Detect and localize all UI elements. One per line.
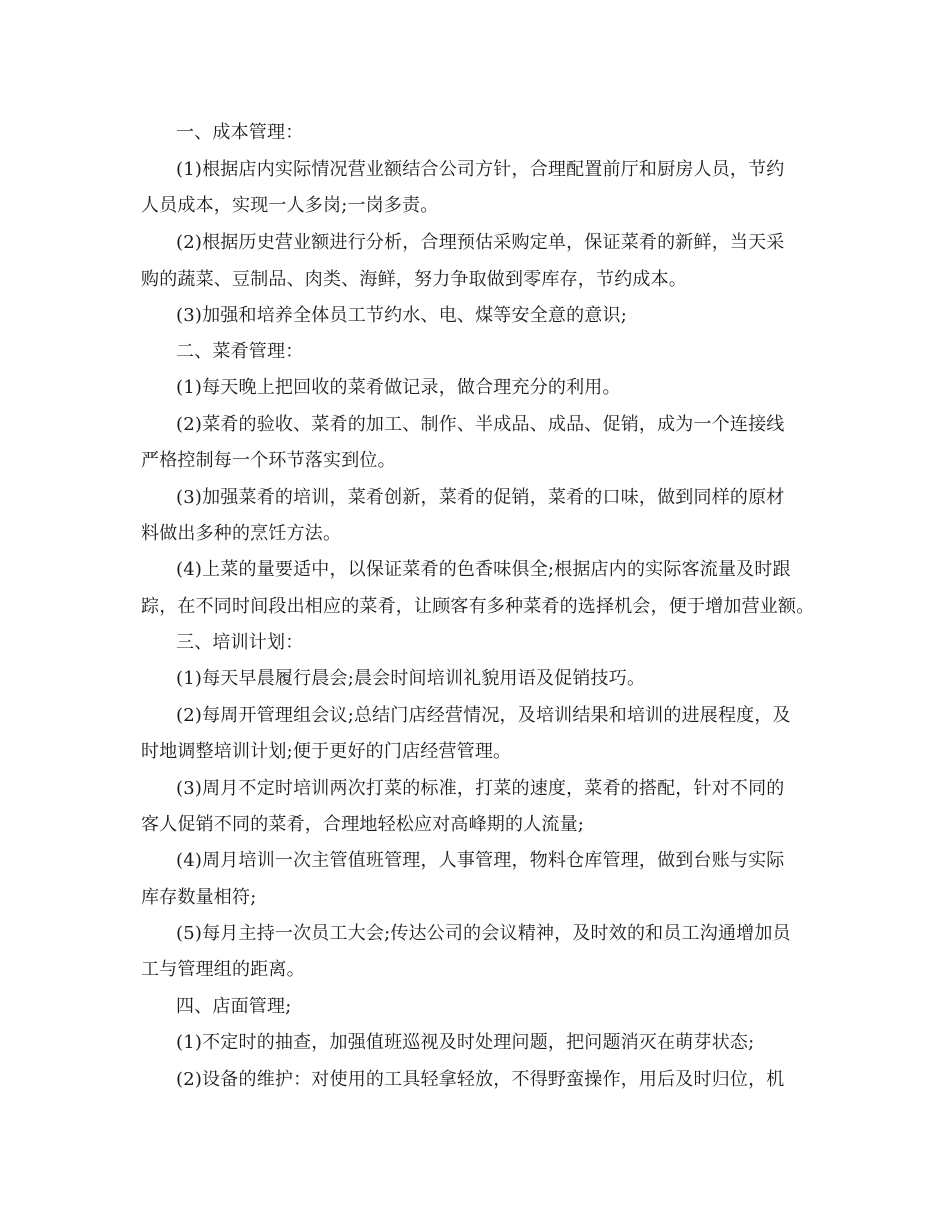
paragraph-line: (2)根据历史营业额进行分析，合理预估采购定单，保证菜肴的新鲜，当天采 — [176, 232, 785, 253]
paragraph-line: (2)设备的维护：对使用的工具轻拿轻放，不得野蛮操作，用后及时归位，机 — [176, 1069, 785, 1090]
paragraph-line: (3)加强菜肴的培训，菜肴创新，菜肴的促销，菜肴的口味，做到同样的原材 — [176, 487, 785, 508]
paragraph-line: (4)周月培训一次主管值班管理，人事管理，物料仓库管理，做到台账与实际 — [176, 850, 785, 871]
paragraph-line: (1)每天早晨履行晨会;晨会时间培训礼貌用语及促销技巧。 — [176, 668, 646, 689]
paragraph-line: 踪，在不同时间段出相应的菜肴，让顾客有多种菜肴的选择机会，便于增加营业额。 — [141, 596, 815, 617]
paragraph-line: (5)每月主持一次员工大会;传达公司的会议精神，及时效的和员工沟通增加员 — [176, 923, 791, 944]
paragraph-line: (1)根据店内实际情况营业额结合公司方针，合理配置前厅和厨房人员，节约 — [176, 159, 785, 180]
paragraph-line: (2)每周开管理组会议;总结门店经营情况，及培训结果和培训的进展程度，及 — [176, 705, 791, 726]
paragraph-line: 库存数量相符; — [141, 887, 257, 908]
paragraph-line: 时地调整培训计划;便于更好的门店经营管理。 — [141, 741, 512, 762]
paragraph-line: 人员成本，实现一人多岗;一岗多责。 — [141, 195, 439, 216]
paragraph-line: (3)加强和培养全体员工节约水、电、煤等安全意的意识; — [176, 305, 627, 326]
paragraph-line: 料做出多种的烹饪方法。 — [141, 523, 342, 544]
paragraph-line: (4)上菜的量要适中，以保证菜肴的色香味俱全;根据店内的实际客流量及时跟 — [176, 559, 791, 580]
section-heading-training: 三、培训计划： — [176, 632, 304, 653]
paragraph-line: (3)周月不定时培训两次打菜的标准，打菜的速度，菜肴的搭配，针对不同的 — [176, 778, 785, 799]
paragraph-line: 购的蔬菜、豆制品、肉类、海鲜，努力争取做到零库存，节约成本。 — [141, 269, 687, 290]
paragraph-line: 工与管理组的距离。 — [141, 959, 305, 980]
section-heading-cost: 一、成本管理： — [176, 122, 304, 143]
paragraph-line: (2)菜肴的验收、菜肴的加工、制作、半成品、成品、促销，成为一个连接线 — [176, 414, 785, 435]
section-heading-store: 四、店面管理; — [176, 996, 292, 1017]
paragraph-line: 严格控制每一个环节落实到位。 — [141, 450, 396, 471]
section-heading-dishes: 二、菜肴管理： — [176, 341, 304, 362]
paragraph-line: (1)不定时的抽查，加强值班巡视及时处理问题，把问题消灭在萌芽状态; — [176, 1032, 755, 1053]
paragraph-line: (1)每天晚上把回收的菜肴做记录，做合理充分的利用。 — [176, 377, 621, 398]
paragraph-line: 客人促销不同的菜肴，合理地轻松应对高峰期的人流量; — [141, 814, 585, 835]
